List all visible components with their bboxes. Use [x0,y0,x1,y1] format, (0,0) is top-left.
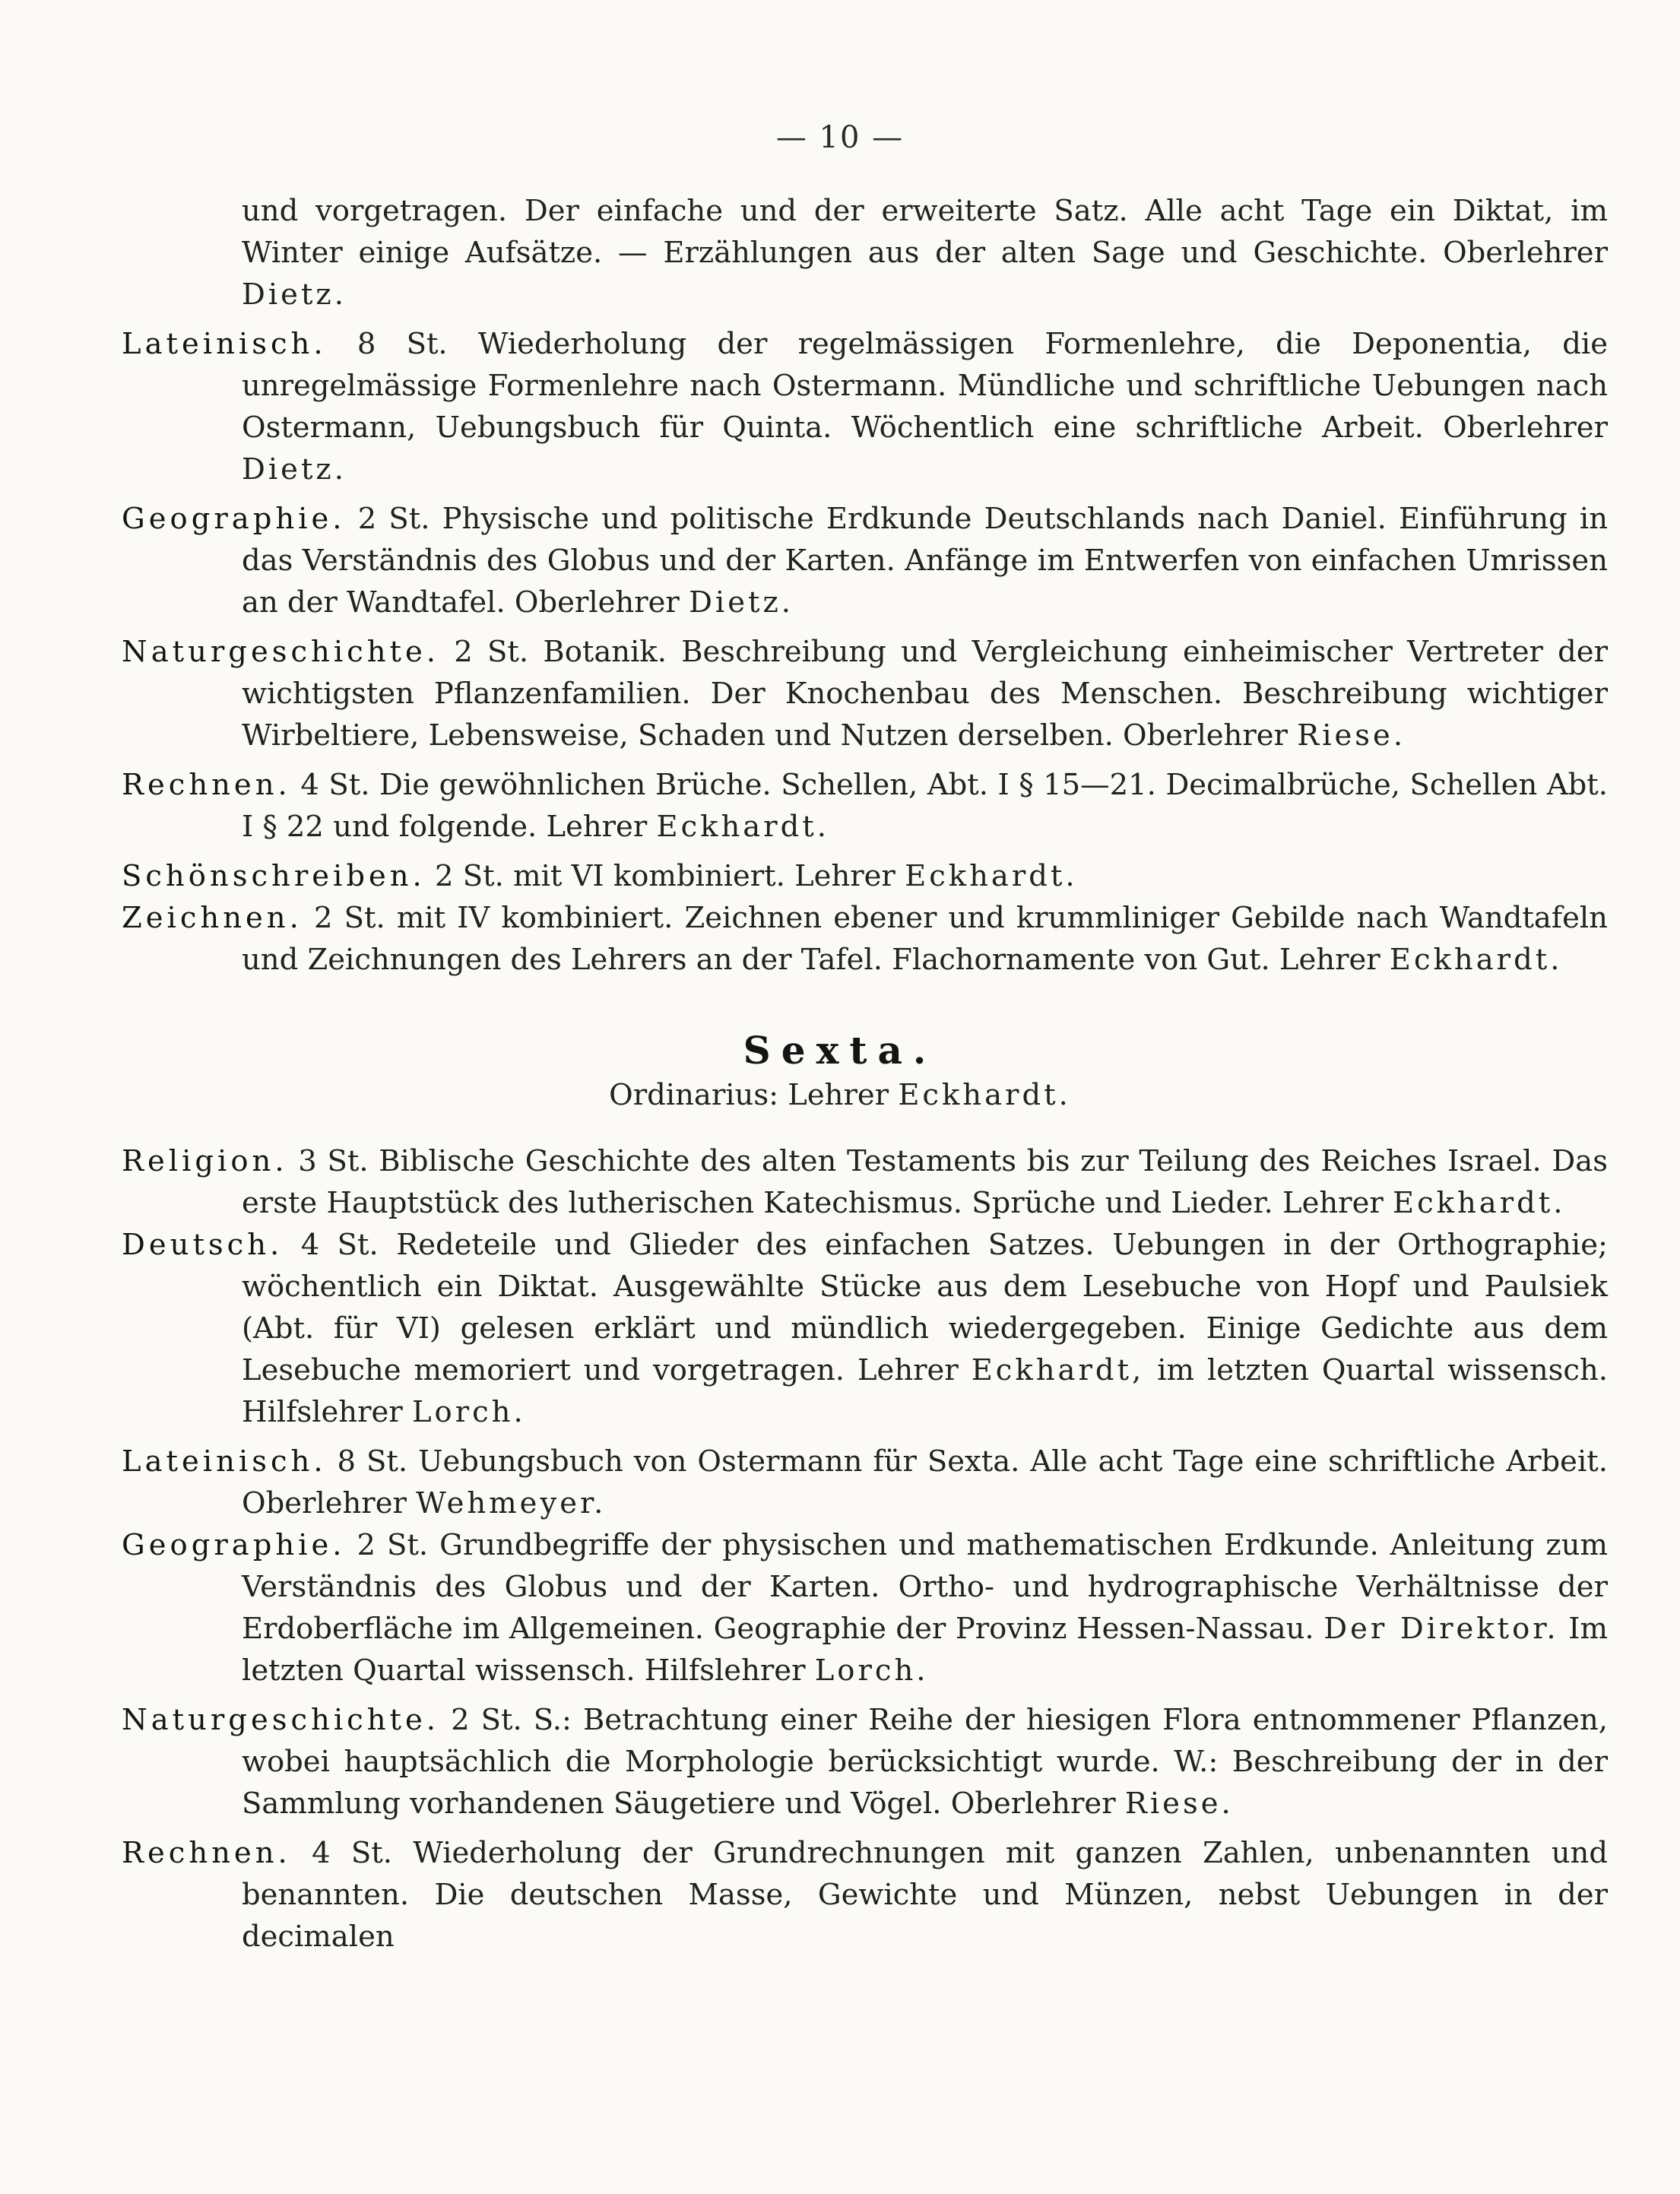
teacher-name: Dietz. [689,585,794,620]
subject-entry-deutsch: Deutsch. 4 St. Redeteile und Glieder des einfachen Satzes. Uebungen in der Orthographie; wöchentlich ein Diktat. Ausgewählte Stücke aus dem Lesebuche von Hopf und Paulsiek (Abt. für VI) gelesen erklärt und mündlich wiedergegeben. Einige Gedichte aus dem Lesebuche memoriert und vorgetragen. Lehrer Eckhardt, im letzten Quartal wissensch. Hilfslehrer Lorch. [122,1228,1608,1429]
teacher-name: Dietz. [242,277,347,312]
subject-title: Religion. [122,1144,288,1178]
subject-entry-zeichnen: Zeichnen. 2 St. mit IV kombiniert. Zeichnen ebener und krummliniger Gebilde nach Wandtafeln und Zeichnungen des Lehrers an der Tafel. Flachornamente von Gut. Lehrer Eckhardt. [122,901,1608,977]
subject-entry-schoenschreiben: Schönschreiben. 2 St. mit VI kombiniert. Lehrer Eckhardt. [122,859,1078,893]
teacher-name: Eckhardt. [656,810,830,844]
ordinarius-line: Ordinarius: Lehrer Eckhardt. [609,1078,1071,1112]
subject-title: Schönschreiben. [122,859,426,893]
subject-entry-religion: Religion. 3 St. Biblische Geschichte des alten Testaments bis zur Teilung des Reiches Israel. Das erste Hauptstück des lutherischen Katechismus. Sprüche und Lieder. Lehrer Eckhardt. [122,1144,1608,1220]
subject-entry-lateinisch: Lateinisch. 8 St. Wiederholung der regelmässigen Formenlehre, die Deponentia, die unregelmässige Formenlehre nach Ostermann. Mündliche und schriftliche Uebungen nach Ostermann, Uebungsbuch für Quinta. Wöchentlich eine schriftliche Arbeit. Oberlehrer Dietz. [122,327,1608,487]
subject-title: Lateinisch. [122,327,327,361]
subject-title: Geographie. [122,1528,346,1562]
subject-title: Rechnen. [122,768,291,802]
subject-entry-rechnen: Rechnen. 4 St. Wiederholung der Grundrechnungen mit ganzen Zahlen, unbenannten und benannten. Die deutschen Masse, Gewichte und Münzen, nebst Uebungen in der decimalen [122,1836,1608,1954]
subject-title: Deutsch. [122,1228,284,1262]
teacher-name: Der Direktor. [1323,1612,1559,1646]
subject-entry-geographie: Geographie. 2 St. Grundbegriffe der physischen und mathematischen Erdkunde. Anleitung zum Verständnis des Globus und der Karten. Ortho- und hydrographische Verhältnisse der Erdoberfläche im Allgemeinen. Geographie der Provinz Hessen-Nassau. Der Direktor. Im letzten Quartal wissensch. Hilfslehrer Lorch. [122,1528,1608,1688]
teacher-name: Eckhardt. [905,859,1078,893]
section-heading-sexta: Sexta. [743,1028,937,1073]
subject-title: Zeichnen. [122,901,303,935]
teacher-name: Eckhardt. [898,1078,1071,1112]
page-number: — 10 — [775,120,905,155]
teacher-name: Eckhardt, [971,1353,1145,1387]
subject-title: Lateinisch. [122,1444,327,1479]
subject-title: Naturgeschichte. [122,635,440,669]
subject-entry-geographie: Geographie. 2 St. Physische und politische Erdkunde Deutschlands nach Daniel. Einführung in das Verständnis des Globus und der Karten. Anfänge im Entwerfen von einfachen Umrissen an der Wandtafel. Oberlehrer Dietz. [122,502,1608,620]
sexta-section [122,1133,1608,1958]
teacher-name: Eckhardt. [1393,1186,1566,1220]
subject-title: Rechnen. [122,1836,291,1870]
teacher-name: Lorch. [411,1395,526,1429]
quinta-section [122,190,1608,981]
subject-entry-lateinisch: Lateinisch. 8 St. Uebungsbuch von Ostermann für Sexta. Alle acht Tage eine schriftliche Arbeit. Oberlehrer Wehmeyer. [122,1444,1608,1520]
teacher-name: Riese. [1124,1787,1234,1821]
teacher-name: Eckhardt. [1389,943,1563,977]
teacher-name: Lorch. [814,1653,929,1688]
subject-title: Geographie. [122,502,346,536]
teacher-name: Wehmeyer. [416,1486,607,1520]
teacher-name: Riese. [1297,718,1406,753]
subject-entry-naturgeschichte: Naturgeschichte. 2 St. S.: Betrachtung einer Reihe der hiesigen Flora entnommener Pflanzen, wobei hauptsächlich die Morphologie berücksichtigt wurde. W.: Beschreibung der in der Sammlung vorhandenen Säugetiere und Vögel. Oberlehrer Riese. [122,1703,1608,1821]
teacher-name: Dietz. [242,452,347,487]
subject-title: Naturgeschichte. [122,1703,440,1737]
deutsch-continuation: und vorgetragen. Der einfache und der erweiterte Satz. Alle acht Tage ein Diktat, im Winter einige Aufsätze. — Erzählungen aus der alten Sage und Geschichte. Oberlehrer Dietz. [242,194,1608,312]
subject-entry-rechnen: Rechnen. 4 St. Die gewöhnlichen Brüche. Schellen, Abt. I § 15—21. Decimalbrüche, Schellen Abt. I § 22 und folgende. Lehrer Eckhardt. [122,768,1608,844]
subject-entry-naturgeschichte: Naturgeschichte. 2 St. Botanik. Beschreibung und Vergleichung einheimischer Vertreter der wichtigsten Pflanzenfamilien. Der Knochenbau des Menschen. Beschreibung wichtiger Wirbeltiere, Lebensweise, Schaden und Nutzen derselben. Oberlehrer Riese. [122,635,1608,753]
